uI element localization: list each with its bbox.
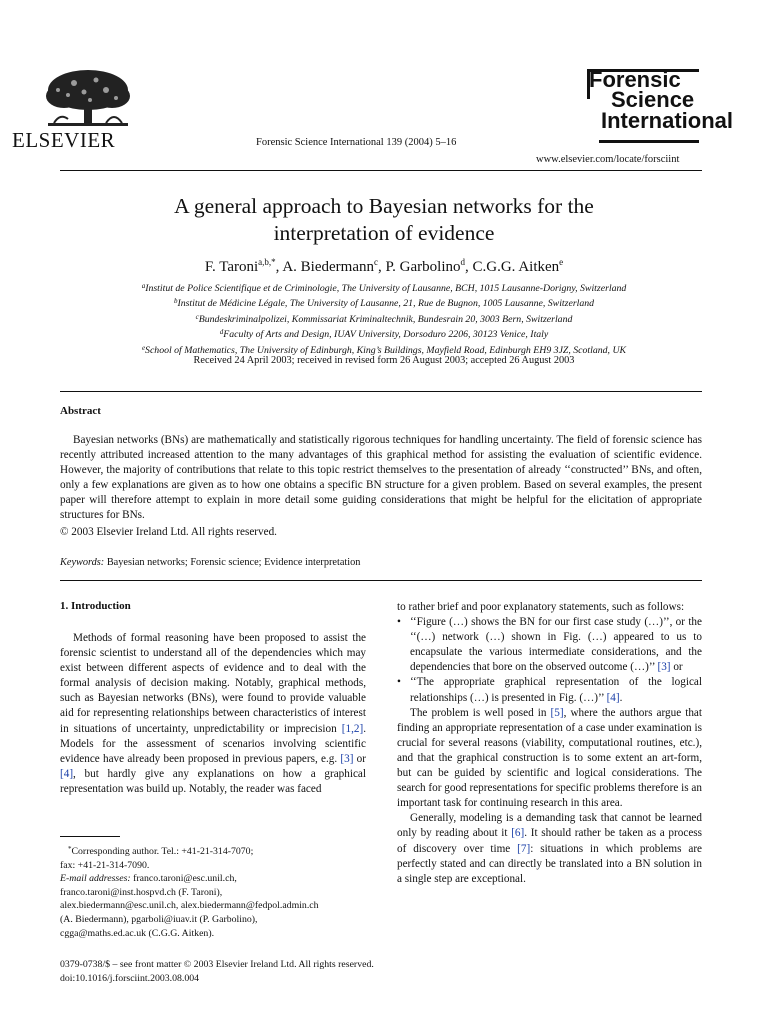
abstract-text: Bayesian networks (BNs) are mathematically and statistically rigorous techniques for handling uncertainty. The field of forensic science has recently attributed increased attention to the many advantages of this graphical method for assisting the evaluation of scientific evidence. However, the majority of contributions that relate to this topic restrict themselves to the presentation of already ‘‘constructed’’ BNs, and often, only a few explanations are given as to how one obtains a specific BN structure for a given problem. Based on several examples, the present paper will therefore attempt to explain in more detail some guiding considerations that might be helpful for the elicitation of appropriate structures for BNs.: [60, 434, 702, 521]
received-dates: Received 24 April 2003; received in revised form 26 August 2003; accepted 26 August 2003: [193, 355, 575, 366]
citation-link[interactable]: [4]: [60, 767, 74, 780]
citation-link[interactable]: [3]: [340, 752, 354, 765]
citation-link[interactable]: [3]: [657, 661, 671, 674]
footnote-rule: [60, 836, 120, 837]
paragraph-text: Generally, modeling is a demanding task that cannot be learned only by reading about it: [397, 812, 702, 840]
affiliation-line: [40, 295, 728, 310]
paragraph-text: . It should rather be taken as a process of discovery over time: [397, 827, 702, 855]
header-rule: [60, 170, 702, 171]
tree-icon: [44, 68, 132, 135]
author-name: P. Garbolino: [385, 259, 461, 275]
intro-paragraph-3: [397, 811, 702, 886]
paragraph-text: to rather brief and poor explanatory statements, such as follows:: [397, 601, 685, 613]
quote-list: [397, 615, 702, 706]
affiliation-marker: e: [141, 343, 146, 352]
intro-paragraph-2: [397, 706, 702, 812]
paragraph-text: The problem is well posed in: [410, 706, 547, 719]
citation-link[interactable]: [4]: [606, 691, 620, 704]
paragraph-text: . Models for the assessment of scenarios involving scientific evidence have already been proposed in previous papers, e.g.: [60, 722, 366, 765]
title-line-1: A general approach to Bayesian networks for the: [174, 194, 594, 218]
abstract-copyright: © 2003 Elsevier Ireland Ltd. All rights reserved.: [60, 526, 277, 538]
author-list: F. Taroni$^{a,b,*}$, A. Biedermann$^c$, P. Garbolino$^d$, C.G.G. Aitken$^e$: [204, 257, 564, 275]
footnote-fax: fax: +41-21-314-7090.: [60, 859, 150, 871]
affiliation-marker: d: [219, 328, 224, 337]
abstract-body: [60, 433, 702, 522]
affiliation-marker: b: [173, 297, 178, 306]
keywords-rule: [60, 580, 702, 581]
right-column: [397, 600, 702, 887]
issn-line: 0379-0738/$ – see front matter © 2003 Elsevier Ireland Ltd. All rights reserved.: [60, 959, 374, 970]
footnote-email[interactable]: franco.taroni@esc.unil.ch,: [133, 873, 237, 885]
keywords: [60, 557, 360, 568]
footnote-email[interactable]: franco.taroni@inst.hospvd.ch (F. Taroni),: [60, 886, 223, 898]
author-name: A. Biedermann: [282, 259, 374, 275]
citation-link[interactable]: [5]: [550, 706, 564, 719]
journal-logo-rule-bottom: [599, 140, 699, 143]
citation-link[interactable]: [6]: [511, 827, 525, 840]
affiliation-text: Institut de Police Scientifique et de Criminologie, The University of Lausanne, BCH, 1015 Lausanne-Dorigny, Switzerland: [145, 283, 627, 294]
affiliation-text: Faculty of Arts and Design, IUAV University, Dorsoduro 2206, 30123 Venice, Italy: [223, 329, 549, 341]
paragraph-text: or: [356, 752, 366, 765]
affiliations: [40, 280, 728, 357]
journal-logo-line3: International: [601, 107, 734, 133]
citation-link[interactable]: [1,2]: [341, 722, 364, 735]
author-name: C.G.G. Aitken: [472, 259, 560, 275]
paragraph-text: or: [673, 661, 683, 674]
article-title: [40, 193, 728, 247]
affiliation-line: [40, 311, 728, 326]
affiliation-text: Bundeskriminalpolizei, Kommissariat Kriminaltechnik, Bundesrain 20, 3003 Bern, Switzerland: [198, 313, 573, 325]
title-line-2: interpretation of evidence: [273, 221, 495, 245]
list-item: [397, 615, 702, 675]
footnote: [60, 843, 366, 940]
paragraph-text: , but hardly give any explanations on how a graphical representation was build up. Notably, the reader was faced: [60, 767, 366, 795]
intro-paragraph-1: [60, 631, 366, 797]
keywords-label: Keywords:: [60, 557, 105, 568]
footnote-marker: *: [68, 845, 72, 853]
paragraph-text: : situations in which problems are perfectly stated and can directly be translated into a BN solution in a single step are exceptional.: [397, 842, 703, 885]
footnote-corresponding: Corresponding author. Tel.: +41-21-314-7070;: [71, 846, 254, 857]
paragraph-text: Methods of formal reasoning have been proposed to assist the forensic scientist to understand all of the dependencies which may exist between different aspects of evidence and to deal with the formal analysis of decision making. Notably, graphical methods, such as Bayesian networks (BNs), were found to provide valuable aid for representing relationships between characteristics of interest in situations of uncertainty, unpredictability or imprecision: [60, 632, 366, 735]
section-heading-introduction: 1. Introduction: [60, 600, 131, 612]
author-name: F. Taroni: [204, 259, 259, 275]
author-affil-marker[interactable]: c: [373, 257, 378, 267]
footnote-email[interactable]: cgga@maths.ed.ac.uk (C.G.G. Aitken).: [60, 927, 215, 939]
author-affil-marker[interactable]: e: [559, 257, 564, 267]
paragraph-text: ‘‘Figure (…) shows the BN for our first case study (…)’’, or the ‘‘(…) network (…) shown in Fig. (…) appeared to us to encapsulate the various intermediate considerations, and the dependencies that bore on the observed outcome (…)’’: [410, 616, 702, 674]
affiliation-marker: a: [141, 282, 146, 290]
footnote-email[interactable]: alex.biedermann@esc.unil.ch, alex.biedermann@fedpol.admin.ch: [60, 900, 319, 912]
doi-line[interactable]: doi:10.1016/j.forsciint.2003.08.004: [60, 972, 200, 984]
affiliation-text: School of Mathematics, The University of Edinburgh, King’s Buildings, Mayfield Road, Edinburgh EH9 3JZ, Scotland, UK: [145, 344, 627, 356]
journal-citation: Forensic Science International 139 (2004) 5–16: [256, 137, 457, 148]
journal-url[interactable]: www.elsevier.com/locate/forsciint: [536, 154, 680, 165]
affiliation-marker: c: [195, 312, 199, 321]
abstract-rule-top: [60, 391, 702, 392]
author-affil-marker[interactable]: d: [460, 257, 465, 267]
publisher-name: ELSEVIER: [12, 128, 116, 152]
journal-logo-line1: Forensic: [589, 67, 681, 92]
affiliation-line: [40, 326, 728, 341]
journal-logo-line2: Science: [611, 87, 695, 113]
bottom-info: [60, 958, 374, 985]
journal-logo: [589, 67, 734, 133]
affiliation-text: Institut de Médicine Légale, The University of Lausanne, 21, Rue de Bugnon, 1005 Lausanne, Switzerland: [177, 298, 595, 310]
footnote-email[interactable]: (A. Biedermann), pgarboli@iuav.it (P. Garbolino),: [60, 913, 258, 925]
footnote-email-label: E-mail addresses:: [60, 873, 131, 885]
citation-link[interactable]: [7]: [517, 842, 531, 855]
keywords-text: Bayesian networks; Forensic science; Evidence interpretation: [106, 557, 361, 568]
abstract-heading: Abstract: [60, 405, 101, 417]
author-affil-marker[interactable]: a,b,*: [258, 257, 276, 267]
paragraph-text: ‘‘The appropriate graphical representation of the logical relationships (…) is presented in Fig. (…)’’: [410, 676, 702, 704]
affiliation-line: [40, 280, 728, 295]
paragraph-text: , where the authors argue that finding an appropriate representation of a case under examination is crucial for several reasons (viability, computational routines, etc.), and that the graphical construction is to some extent an art-form, but can be guided by scientific and logical considerations. The search for good representations for specific problems therefore is an important task for continuing research in this area.: [397, 706, 703, 810]
list-item: • ‘‘The appropriate graphical representation of the logical relationships (…) is presented in Fig. (…)’’ [4].: [397, 675, 702, 705]
